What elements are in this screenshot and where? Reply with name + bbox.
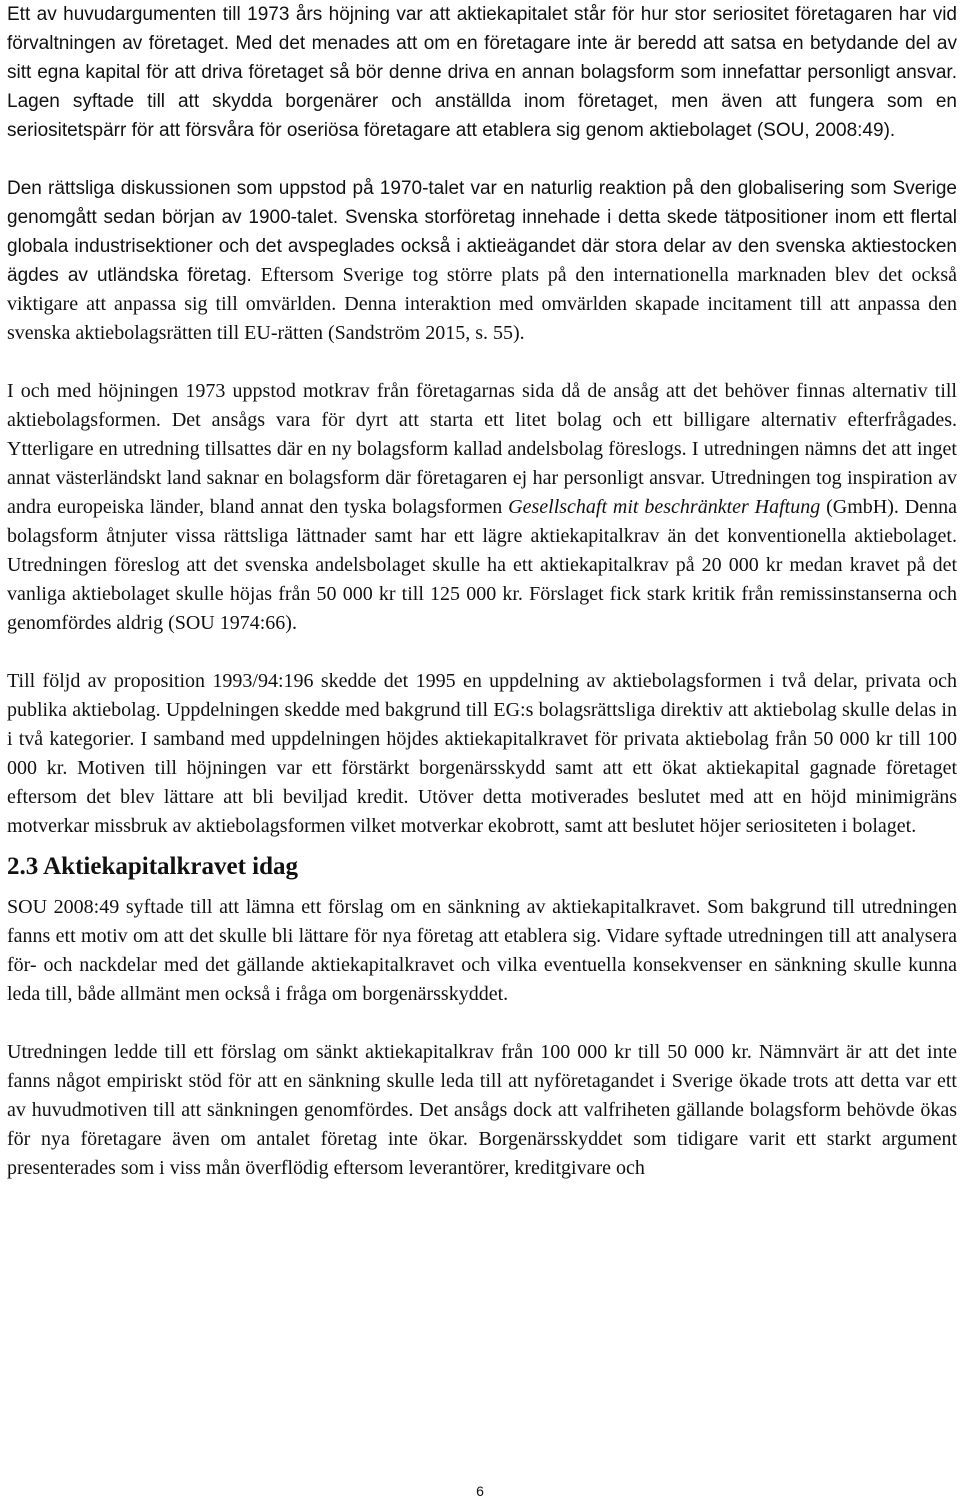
paragraph-gap (7, 1009, 957, 1038)
paragraph-andelsbolag-part1: I och med höjningen 1973 uppstod motkrav från företagarnas sida då de ansåg att det behöver finnas alternativ till aktiebolagsformen. Det ansågs vara för dyrt att starta ett litet bolag och ett billigare alternativ efterfrågades. Ytterligare en utredning tillsattes där en ny bolagsform kallad andelsbolag föreslogs. I utredningen nämns det att inget annat västerländskt land saknar en bolagsform där företagaren ej har personligt ansvar. Utredningen tog inspiration av andra europeiska länder, bland annat den tyska bolagsformen (7, 380, 957, 518)
paragraph-gap (7, 145, 957, 174)
paragraph-globalisation-part3: Denna interaktion med omvärlden skapade incitament till att anpassa den svenska aktiebolagsrätten till EU-rätten (Sandström 2015, s. 55). (7, 293, 958, 344)
paragraph-proposition: Till följd av proposition 1993/94:196 skedde det 1995 en uppdelning av aktiebolagsformen i två delar, privata och publika aktiebolag. Uppdelningen skedde med bakgrund till EG:s bolagsrättsliga direktiv att aktiebolag skulle delas in i två kategorier. I samband med uppdelningen höjdes aktiekapitalkravet för privata aktiebolag från 50 000 kr till 100 000 kr. Motiven till höjningen var ett förstärkt borgenärsskydd samt att ett ökat aktiekapital gagnade företaget eftersom det blev lättare att bli beviljad kredit. Utöver detta motiverades beslutet med att en höjd minimigräns motverkar missbruk av aktiebolagsformen vilket motverkar ekobrott, samt att beslutet höjer seriositeten i bolaget. (7, 670, 957, 837)
paragraph-andelsbolag (7, 377, 957, 638)
gmbh-italic-term: Gesellschaft mit beschränkter Haftung (508, 496, 821, 518)
paragraph-gap (7, 348, 957, 377)
paragraph-gap (7, 638, 957, 667)
paragraph-globalisation (7, 174, 957, 348)
paragraph-sou-2008: SOU 2008:49 syftade till att lämna ett förslag om en sänkning av aktiekapitalkravet. Som bakgrund till utredningen fanns ett motiv om att det skulle bli lättare för nya företag att etablera sig. Vidare syftade utredningen till att analysera för- och nackdelar med det gällande aktiekapitalkravet och vilka eventuella konsekvenser en sänkning skulle kunna leda till, både allmänt men också i fråga om borgenärsskyddet. (7, 896, 957, 1005)
paragraph-globalisation-part2: Eftersom Sverige tog större plats på den internationella marknaden blev det också viktigare att anpassa sig till omvärlden. (7, 264, 957, 315)
paragraph-globalisation-part1: Den rättsliga diskussionen som uppstod på 1970-talet var en naturlig reaktion på den globalisering som Sverige genomgått sedan början av 1900-talet. Svenska storföretag innehade i detta skede tätpositioner inom ett flertal globala industrisektioner och det avspeglades också i aktieägandet där stora delar av den svenska aktiestocken ägdes av utländska företag. (7, 178, 957, 286)
section-heading: 2.3 Aktiekapitalkravet idag (7, 853, 298, 880)
paragraph-reduction: Utredningen ledde till ett förslag om sänkt aktiekapitalkrav från 100 000 kr till 50 000 kr. Nämnvärt är att det inte fanns något empiriskt stöd för att en sänkning skulle leda till att nyföretagandet i Sverige ökade trots att detta var ett av huvudmotiven till att sänkningen genomfördes. Det ansågs dock att valfriheten gällande bolagsform behövde ökas för nya företagare även om antalet företag inte ökar. Borgenärsskyddet som tidigare varit ett starkt argument presenterades som i viss mån överflödig eftersom leverantörer, kreditgivare och (7, 1041, 957, 1179)
page-number: 6 (476, 1483, 484, 1499)
paragraph-seriousness: Ett av huvudargumenten till 1973 års höjning var att aktiekapitalet står för hur stor seriositet företagaren har vid förvaltningen av företaget. Med det menades att om en företagare inte är beredd att satsa en betydande del av sitt egna kapital för att driva företaget så bör denne driva en annan bolagsform som innefattar personligt ansvar. Lagen syftade till att skydda borgenärer och anställda inom företaget, men även att fungera som en seriositetspärr för att försvåra för oseriösa företagare att etablera sig genom aktiebolaget (SOU, 2008:49). (7, 4, 957, 141)
document-page (7, 0, 957, 1183)
paragraph-andelsbolag-part2: (GmbH). Denna bolagsform åtnjuter vissa rättsliga lättnader samt har ett lägre aktiekapitalkrav än det konventionella aktiebolaget. Utredningen föreslog att det svenska andelsbolaget skulle ha ett aktiekapitalkrav på 20 000 kr medan kravet på det vanliga aktiebolaget skulle höjas från 50 000 kr till 125 000 kr. Förslaget fick stark kritik från remissinstanserna och genomfördes aldrig (SOU 1974:66). (7, 496, 957, 634)
